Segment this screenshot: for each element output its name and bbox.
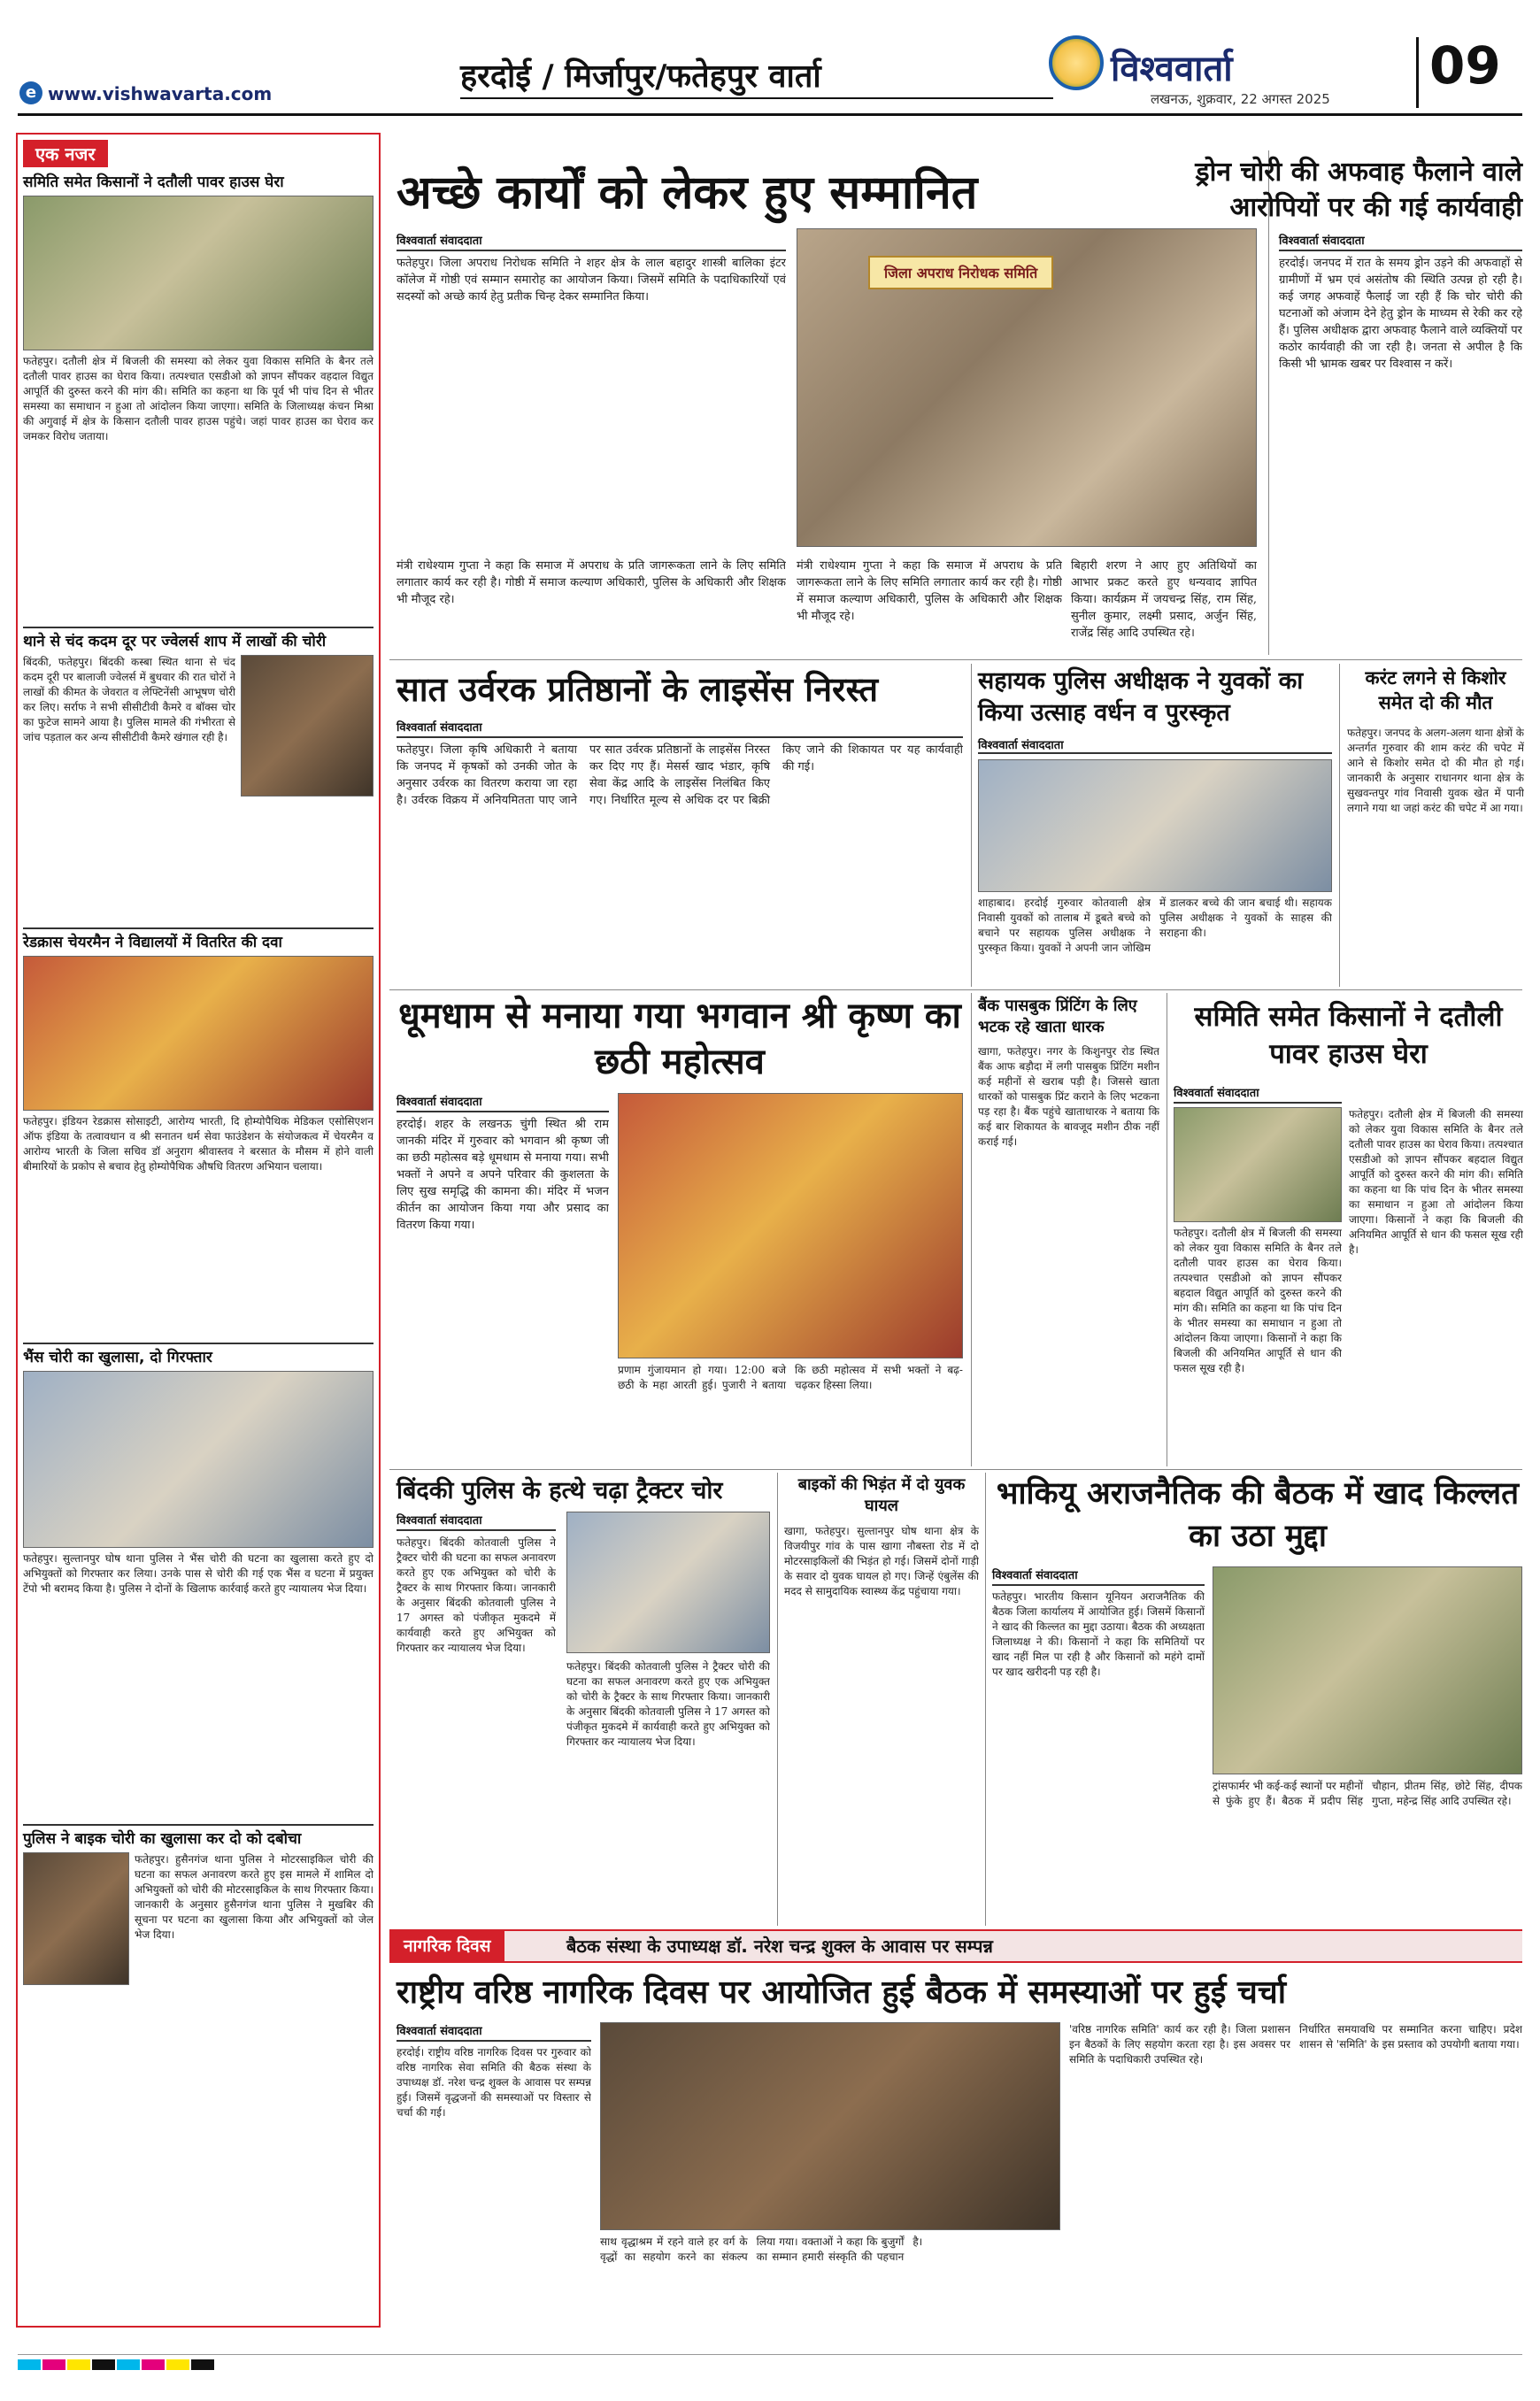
citizens-photo (600, 2022, 1060, 2230)
website-url[interactable]: www.vishwavarta.com (48, 83, 273, 104)
byline: विश्ववार्ता संवाददाता (397, 719, 963, 738)
story-janmashtami-body-wrap (397, 1093, 609, 1465)
story-body: फतेहपुर। जिला अपराध निरोधक समिति ने शहर क्षेत्र के लाल बहादुर शास्त्री बालिका इंटर कॉलेज में गोष्ठी एवं सम्मान समारोह का आयोजन किया। जिसमें समिति के पदाधिकारियों एवं सदस्यों को अच्छे कार्य हेतु प्रतीक चिन्ह देकर सम्मानित किया। (397, 257, 786, 304)
story-honours-col-e: बिहारी शरण ने आए हुए अतिथियों का आभार प्रकट करते हुए धन्यवाद ज्ञापित किया। कार्यक्रम में जयचन्द्र सिंह, राम सिंह, सुनील कुमार, लक्ष्मी प्रसाद, अर्जुन सिंह, राजेंद्र सिंह आदि उपस्थित रहे। (1071, 559, 1257, 640)
brief-item (23, 1343, 373, 1817)
brief-item (23, 173, 373, 619)
brief-body: फतेहपुर। इंडियन रेडक्रास सोसाइटी, आरोग्य भारती, दि होम्योपैथिक मेडिकल एसोसिएशन ऑफ इंडिया के तत्वावधान व श्री सनातन धर्म सेवा फाउंडेशन के संयोजकत्व में चेयरमैन व आरोग्य भारती के जिला सचिव डॉ अनुराग श्रीवास्तव ने बरसात के मौसम में होने वाली बीमारियों के प्रकोप से बचाव हेतु होम्योपैथिक औषधि वितरण अभियान चलाया। (23, 1115, 373, 1173)
story-honours-headline: अच्छे कार्यों को लेकर हुए सम्मानित (397, 166, 978, 219)
story-bkiu-headline: भाकियू अराजनैतिक की बैठक में खाद किल्लत का उठा मुद्दा (996, 1476, 1520, 1554)
story-fertilizer-headline: सात उर्वरक प्रतिष्ठानों के लाइसेंस निरस्त (397, 670, 879, 709)
honours-photo (797, 228, 1257, 547)
story-janmashtami-headline: धूमधाम से मनाया गया भगवान श्री कृष्ण का छठी महोत्सव (398, 996, 961, 1082)
section-title: हरदोई / मिर्जापुर/फतेहपुर वार्ता (460, 58, 821, 95)
story-tractor-body-continued: फतेहपुर। बिंदकी कोतवाली पुलिस ने ट्रैक्टर चोरी की घटना का सफल अनावरण करते हुए एक अभियुक्त को चोरी के ट्रैक्टर के साथ गिरफ्तार किया। जानकारी के अनुसार बिंदकी कोतवाली पुलिस ने 17 अगस्त को पंजीकृत मुकदमे में कार्यवाही करते हुए अभियुक्त को गिरफ्तार कर न्यायालय भेज दिया। (566, 1660, 770, 1748)
story-body: फतेहपुर। भारतीय किसान यूनियन अराजनैतिक की बैठक जिला कार्यालय में आयोजित हुई। जिसमें किसानों ने खाद की किल्लत का मुद्दा उठाया। बैठक की अध्यक्षता जिलाध्यक्ष ने की। किसानों ने कहा कि समितियों पर खाद नहीं मिल पा रही है और किसानों को महंगे दामों पर खाद खरीदनी पड़ रही है। (992, 1590, 1205, 1678)
news-photo (23, 196, 373, 350)
story-tractor-body: फतेहपुर। बिंदकी कोतवाली पुलिस ने ट्रैक्टर चोरी की घटना का सफल अनावरण करते हुए एक अभियुक्त को चोरी के ट्रैक्टर के साथ गिरफ्तार किया। जानकारी के अनुसार बिंदकी कोतवाली पुलिस ने 17 अगस्त को पंजीकृत मुकदमे में कार्यवाही करते हुए अभियुक्त को गिरफ्तार कर न्यायालय भेज दिया। (397, 1536, 556, 1654)
story-bike-headline: बाइकों की भिड़ंत में दो युवक घायल (797, 1475, 966, 1515)
brief-body: फतेहपुर। दतौली क्षेत्र में बिजली की समस्या को लेकर युवा विकास समिति के बैनर तले दतौली पावर हाउस का घेराव किया। तत्पश्चात एसडीओ को ज्ञापन सौंपकर वहदाल विद्युत आपूर्ति की दुरुस्त करने की मांग की। समिति का कहना था कि पूर्व भी पांच दिन से भीतर समस्या का समाधान न हुआ तो आंदोलन किया जाएगा। समिति के जिलाध्यक्ष कंचन मिश्रा की अगुवाई में क्षेत्र के किसान दतौली पावर हाउस पहुंचे। जहां पावर हाउस का घेराव कर जमकर विरोध जताया। (23, 355, 373, 442)
story-datauli-body-wrap (1174, 1084, 1523, 1465)
color-registration-strip (18, 2354, 1522, 2368)
story-body: हरदोई। शहर के लखनऊ चुंगी स्थित श्री राम जानकी मंदिर में गुरुवार को भगवान श्री कृष्ण जी का छठी महोत्सव बड़े धूमधाम से मनाया गया। सभी भक्तों ने अपने व अपने परिवार की कुशलता के लिए सुख समृद्धि की कामना की। मंदिर में भजन कीर्तन का आयोजन किया गया और प्रसाद का वितरण किया गया। (397, 1118, 609, 1232)
story-datauli-headline: समिति समेत किसानों ने दतौली पावर हाउस घेरा (1194, 1001, 1503, 1070)
story-citizens-col-c: 'वरिष्ठ नागरिक समिति' कार्य कर रही है। जिला प्रशासन इन बैठकों के लिए सहयोग करता रहा है। इस अवसर पर समिति के पदाधिकारी उपस्थित रहे। (1069, 2023, 1290, 2066)
story-body: फतेहपुर। जिला कृषि अधिकारी ने बताया कि जनपद में कृषकों को उनकी जोत के अनुसार उर्वरक का वितरण कराया जा रहा है। उर्वरक विक्रय में अनियमितता पाए जाने पर सात उर्वरक प्रतिष्ठानों के लाइसेंस निरस्त कर दिए गए हैं। मेसर्स खाद भंडार, कृषि सेवा केंद्र आदि के लाइसेंस निलंबित किए गए। निर्धारित मूल्य से अधिक दर पर बिक्री किए जाने की शिकायत पर यह कार्यवाही की गई। (397, 743, 963, 807)
story-body: फतेहपुर। दतौली क्षेत्र में बिजली की समस्या को लेकर युवा विकास समिति के बैनर तले दतौली पावर हाउस का घेराव किया। तत्पश्चात एसडीओ को ज्ञापन सौंपकर बहदाल विद्युत आपूर्ति को दुरुस्त करने की मांग की। समिति का कहना था कि पांच दिन के भीतर समस्या का समाधान न हुआ तो आंदोलन किया जाएगा। किसानों ने कहा कि बिजली की अनियमित आपूर्ति से धान की फसल सूख रही है। (1174, 1227, 1342, 1374)
news-photo (241, 655, 373, 796)
dateline: लखनऊ, शुक्रवार, 22 अगस्त 2025 (1151, 91, 1330, 107)
strip-tag: नागरिक दिवस (389, 1931, 504, 1961)
news-photo (1174, 1107, 1342, 1222)
story-citizens-col-d: निर्धारित समयावधि पर सम्मानित करना चाहिए। प्रदेश शासन से 'समिति' के इस प्रस्ताव को उपयोगी बताया गया। (1299, 2023, 1522, 2051)
story-bank-headline: बैंक पासबुक प्रिंटिंग के लिए भटक रहे खाता धारक (978, 997, 1137, 1036)
brand-name: विश्ववार्ता (1111, 49, 1233, 89)
story-youth-body: शाहाबाद। हरदोई गुरुवार कोतवाली क्षेत्र निवासी युवकों को तालाब में डूबते बच्चे को बचाने पर सहायक पुलिस अधीक्षक ने पुरस्कृत किया। युवकों ने अपनी जान जोखिम में डालकर बच्चे की जान बचाई थी। सहायक पुलिस अधीक्षक ने युवकों के साहस की सराहना की। (978, 897, 1332, 954)
byline: विश्ववार्ता संवाददाता (397, 1093, 609, 1112)
brief-headline: समिति समेत किसानों ने दतौली पावर हाउस घेरा (23, 173, 284, 191)
news-photo (23, 956, 373, 1111)
janmashtami-photo (618, 1093, 963, 1358)
news-photo (23, 1852, 129, 1985)
byline: विश्ववार्ता संवाददाता (397, 2022, 591, 2042)
story-youth-headline: सहायक पुलिस अधीक्षक ने युवकों का किया उत्साह वर्धन व पुरस्कृत (978, 667, 1304, 727)
story-bkiu-side-text: ट्रांसफार्मर भी कई-कई स्थानों पर महीनों से फुंके हुए हैं। बैठक में प्रदीप सिंह चौहान, प्रीतम सिंह, छोटे सिंह, दीपक गुप्ता, महेन्द्र सिंह आदि उपस्थित रहे। (1213, 1780, 1522, 1807)
byline: विश्ववार्ता संवाददाता (397, 232, 786, 251)
story-citizens-headline: राष्ट्रीय वरिष्ठ नागरिक दिवस पर आयोजित हुई बैठक में समस्याओं पर हुई चर्चा (397, 1974, 1287, 2011)
story-honours-col-b: मंत्री राधेश्याम गुप्ता ने कहा कि समाज में अपराध के प्रति जागरूकता लाने के लिए समिति लगातार कार्य कर रही है। गोष्ठी में समाज कल्याण अधिकारी, पुलिस के अधिकारी और शिक्षक भी मौजूद रहे। (397, 559, 786, 606)
page-number: 09 (1429, 35, 1501, 96)
brief-headline: पुलिस ने बाइक चोरी का खुलासा कर दो को दबोचा (23, 1830, 302, 1848)
brief-headline: थाने से चंद कदम दूर पर ज्वेलर्स शाप में लाखों की चोरी (23, 633, 327, 650)
story-bike-body: खागा, फतेहपुर। सुल्तानपुर घोष थाना क्षेत्र के विजयीपुर गांव के पास खागा नौबस्ता रोड में दो मोटरसाइकिलों की भिड़ंत हो गई। जिसमें दोनों गाड़ी के सवार दो युवक घायल हो गए। जिन्हें एंबुलेंस की मदद से सामुदायिक स्वास्थ्य केंद्र पहुंचाया गया। (784, 1525, 979, 1597)
story-citizens-col-a (397, 2022, 591, 2328)
story-citizens-col-b: साथ वृद्धाश्रम में रहने वाले हर वर्ग के वृद्धों का सहयोग करने का संकल्प लिया गया। वक्ताओं ने कहा कि बुजुर्गों का सम्मान हमारी संस्कृति की पहचान है। (600, 2236, 923, 2263)
story-janmashtami-caption: प्रणाम गुंजायमान हो गया। 12:00 बजे छठी के महा आरती हुई। पुजारी ने बताया कि छठी महोत्सव में सभी भक्तों ने बढ़-चढ़कर हिस्सा लिया। (618, 1364, 963, 1391)
nagrik-strip (389, 1929, 1522, 1963)
brief-body: फतेहपुर। सुल्तानपुर घोष थाना पुलिस ने भैंस चोरी की घटना का खुलासा करते हुए दो अभियुक्तों को गिरफ्तार कर लिया। उनके पास से चोरी की गई एक भैंस व घटना में प्रयुक्त टेंपो भी बरामद किया है। पुलिस ने दोनों के खिलाफ कार्रवाई करते हुए न्यायालय भेज दिया। (23, 1552, 373, 1595)
strip-text: बैठक संस्था के उपाध्यक्ष डॉ. नरेश चन्द्र शुक्ल के आवास पर सम्पन्न (566, 1935, 993, 1957)
story-drone-body-wrap (1279, 232, 1522, 655)
brief-item (23, 927, 373, 1335)
brief-headline: रेडक्रास चेयरमैन ने विद्यालयों में वितरित की दवा (23, 934, 282, 951)
story-youth-byline: विश्ववार्ता संवाददाता (978, 736, 1332, 754)
story-honours-col-c: मंत्री राधेश्याम गुप्ता ने कहा कि समाज में अपराध के प्रति जागरूकता लाने के लिए समिति लगातार कार्य कर रही है। गोष्ठी में समाज कल्याण अधिकारी, पुलिस के अधिकारी और शिक्षक भी मौजूद रहे। (797, 559, 1062, 623)
bkiu-photo (1213, 1566, 1522, 1774)
masthead (0, 0, 1540, 115)
tractor-photo (566, 1512, 770, 1653)
byline: विश्ववार्ता संवाददाता (1174, 1084, 1342, 1104)
brief-body: फतेहपुर। हुसैनगंज थाना पुलिस ने मोटरसाइकिल चोरी की घटना का सफल अनावरण करते हुए इस मामले में शामिल दो अभियुक्तों को चोरी की मोटरसाइकिल के साथ गिरफ्तार किया। जानकारी के अनुसार हुसैनगंज थाना पुलिस ने मुखबिर की सूचना पर घटना का खुलासा किया और अभियुक्तों को जेल भेज दिया। (135, 1853, 373, 1941)
youth-photo (978, 759, 1332, 892)
byline: विश्ववार्ता संवाददाता (992, 1566, 1205, 1586)
story-drone-headline: ड्रोन चोरी की अफवाह फैलाने वाले आरोपियों पर की गई कार्यवाही (1195, 157, 1522, 223)
byline: विश्ववार्ता संवाददाता (1279, 232, 1522, 251)
story-fertilizer-body-wrap (397, 719, 963, 984)
story-body: हरदोई। राष्ट्रीय वरिष्ठ नागरिक दिवस पर गुरुवार को वरिष्ठ नागरिक सेवा समिति की बैठक संस्था के उपाध्यक्ष डॉ. नरेश चन्द्र शुक्ल के आवास पर सम्पन्न हुई। जिसमें वृद्धजनों की समस्याओं पर विस्तार से चर्चा की गई। (397, 2046, 591, 2119)
brief-item (23, 1824, 373, 2082)
story-bank-body: खागा, फतेहपुर। नगर के किशुनपुर रोड स्थित बैंक आफ बड़ौदा में लगी पासबुक प्रिंटिंग मशीन कई महीनों से खराब पड़ी है। जिससे खाता धारकों को पासबुक प्रिंट कराने के लिए भटकना पड़ रहा है। बैंक पहुंचे खाताधारक ने बताया कि कई बार शिकायत के बावजूद मशीन ठीक नहीं कराई गई। (978, 1045, 1159, 1148)
story-body-continued: फतेहपुर। दतौली क्षेत्र में बिजली की समस्या को लेकर युवा विकास समिति के बैनर तले दतौली पावर हाउस का घेराव किया। तत्पश्चात एसडीओ को ज्ञापन सौंपकर बहदाल विद्युत आपूर्ति को दुरुस्त करने की मांग की। समिति का कहना था कि पांच दिन के भीतर समस्या का समाधान न हुआ तो आंदोलन किया जाएगा। किसानों ने कहा कि बिजली की अनियमित आपूर्ति से धान की फसल सूख रही है। (1349, 1108, 1523, 1256)
brief-item (23, 627, 373, 920)
section-label: एक नजर (23, 140, 108, 167)
left-column (16, 133, 381, 2328)
news-photo (23, 1371, 373, 1548)
brief-headline: भैंस चोरी का खुलासा, दो गिरफ्तार (23, 1349, 212, 1366)
story-honours-col-a (397, 232, 786, 550)
website-logo-icon: e (19, 81, 42, 104)
story-body: हरदोई। जनपद में रात के समय ड्रोन उड़ने की अफवाहों से ग्रामीणों में भ्रम एवं असंतोष की स्थिति उत्पन्न हो रही है। कई जगह अफवाहें फैलाई जा रही हैं कि चोर चोरी की घटनाओं को अंजाम देने हेतु ड्रोन के माध्यम से रेकी कर रहे हैं। पुलिस अधीक्षक द्वारा अफवाह फैलाने वाले व्यक्तियों पर कठोर कार्यवाही की जा रही है। जनता से अपील है कि किसी भी भ्रामक खबर पर विश्वास न करें। (1279, 257, 1522, 371)
story-bkiu-body-wrap (992, 1566, 1205, 1925)
story-tractor-headline: बिंदकी पुलिस के हत्थे चढ़ा ट्रैक्टर चोर (397, 1477, 723, 1504)
brand-logo-icon (1049, 35, 1104, 90)
story-current-headline: करंट लगने से किशोर समेत दो की मौत (1365, 667, 1506, 713)
byline: विश्ववार्ता संवाददाता (397, 1512, 556, 1531)
story-current-body: फतेहपुर। जनपद के अलग-अलग थाना क्षेत्रों के अन्तर्गत गुरुवार की शाम करंट की चपेट में आने से किशोर समेत दो की मौत हो गई। जानकारी के अनुसार राधानगर थाना क्षेत्र के सुखवन्तपुर गांव निवासी युवक खेत में पानी लगाने गया था जहां करंट की चपेट में आ गया। (1347, 727, 1524, 814)
photo-banner: जिला अपराध निरोधक समिति (868, 256, 1053, 289)
brief-body: बिंदकी, फतेहपुर। बिंदकी कस्बा स्थित थाना से चंद कदम दूरी पर बालाजी ज्वेलर्स में बुधवार की रात चोरों ने लाखों की कीमत के जेवरात व लेफ्टिनेंसी आभूषण चोरी कर लिए। सर्राफ ने सभी सीसीटीवी कैमरे व बॉक्स चोर का फुटेज सामने आया है। पुलिस मामले की गंभीरता से जांच पड़ताल कर अन्य सीसीटीवी कैमरे खंगाल रही है। (23, 656, 235, 743)
